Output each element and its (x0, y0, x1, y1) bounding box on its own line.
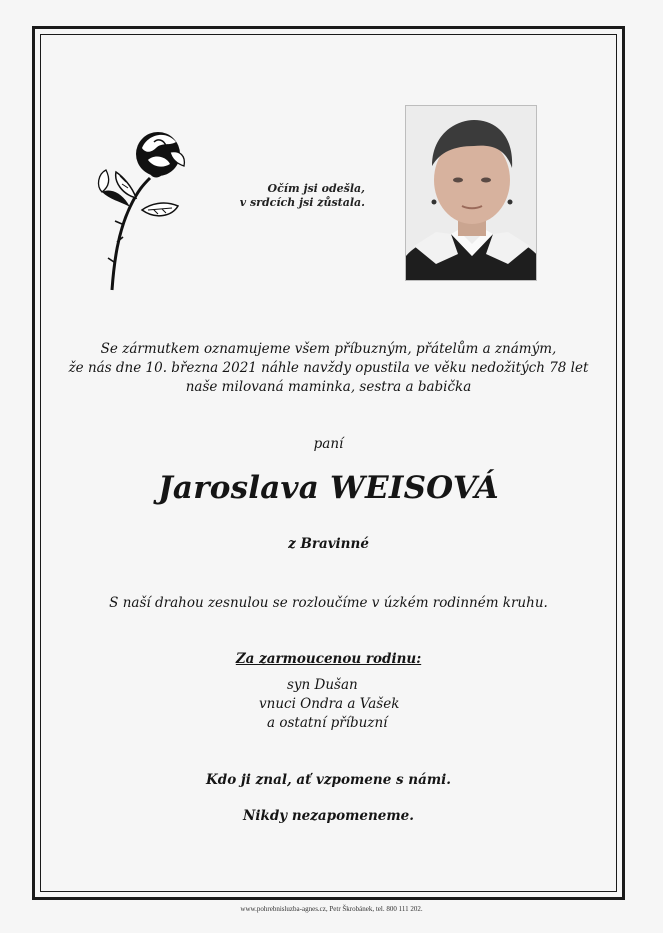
family-member: a ostatní příbuzní (267, 715, 388, 731)
epitaph-line: Očím jsi odešla, (267, 182, 365, 195)
rose-icon (92, 112, 192, 292)
announcement-text (40, 340, 617, 397)
farewell-notice: S naší drahou zesnulou se rozloučíme v úzkém rodinném kruhu. (109, 595, 548, 611)
family-heading: Za zarmoucenou rodinu: (235, 651, 422, 667)
announcement-line: naše milovaná maminka, sestra a babička (185, 379, 472, 395)
origin: z Bravinné (288, 536, 369, 552)
announcement-line: že nás dne 10. března 2021 náhle navždy opustila ve věku nedožitých 78 let (68, 360, 589, 376)
epitaph (225, 182, 365, 210)
closing-line-2: Nikdy nezapomeneme. (243, 808, 414, 824)
closing-line-1: Kdo ji znal, ať vzpomene s námi. (206, 772, 451, 788)
honorific: paní (313, 436, 344, 452)
announcement-line: Se zármutkem oznamujeme všem příbuzným, přátelům a známým, (100, 341, 557, 357)
deceased-name: Jaroslava WEISOVÁ (158, 470, 499, 506)
funeral-service-footer: www.pohrebnisluzba-agnes.cz, Petr Škrobánek, tel. 800 111 202. (240, 905, 423, 913)
portrait-photo (405, 105, 537, 281)
family-member: vnuci Ondra a Vašek (259, 696, 400, 712)
epitaph-line: v srdcích jsi zůstala. (239, 196, 365, 209)
family-member: syn Dušan (287, 677, 358, 693)
